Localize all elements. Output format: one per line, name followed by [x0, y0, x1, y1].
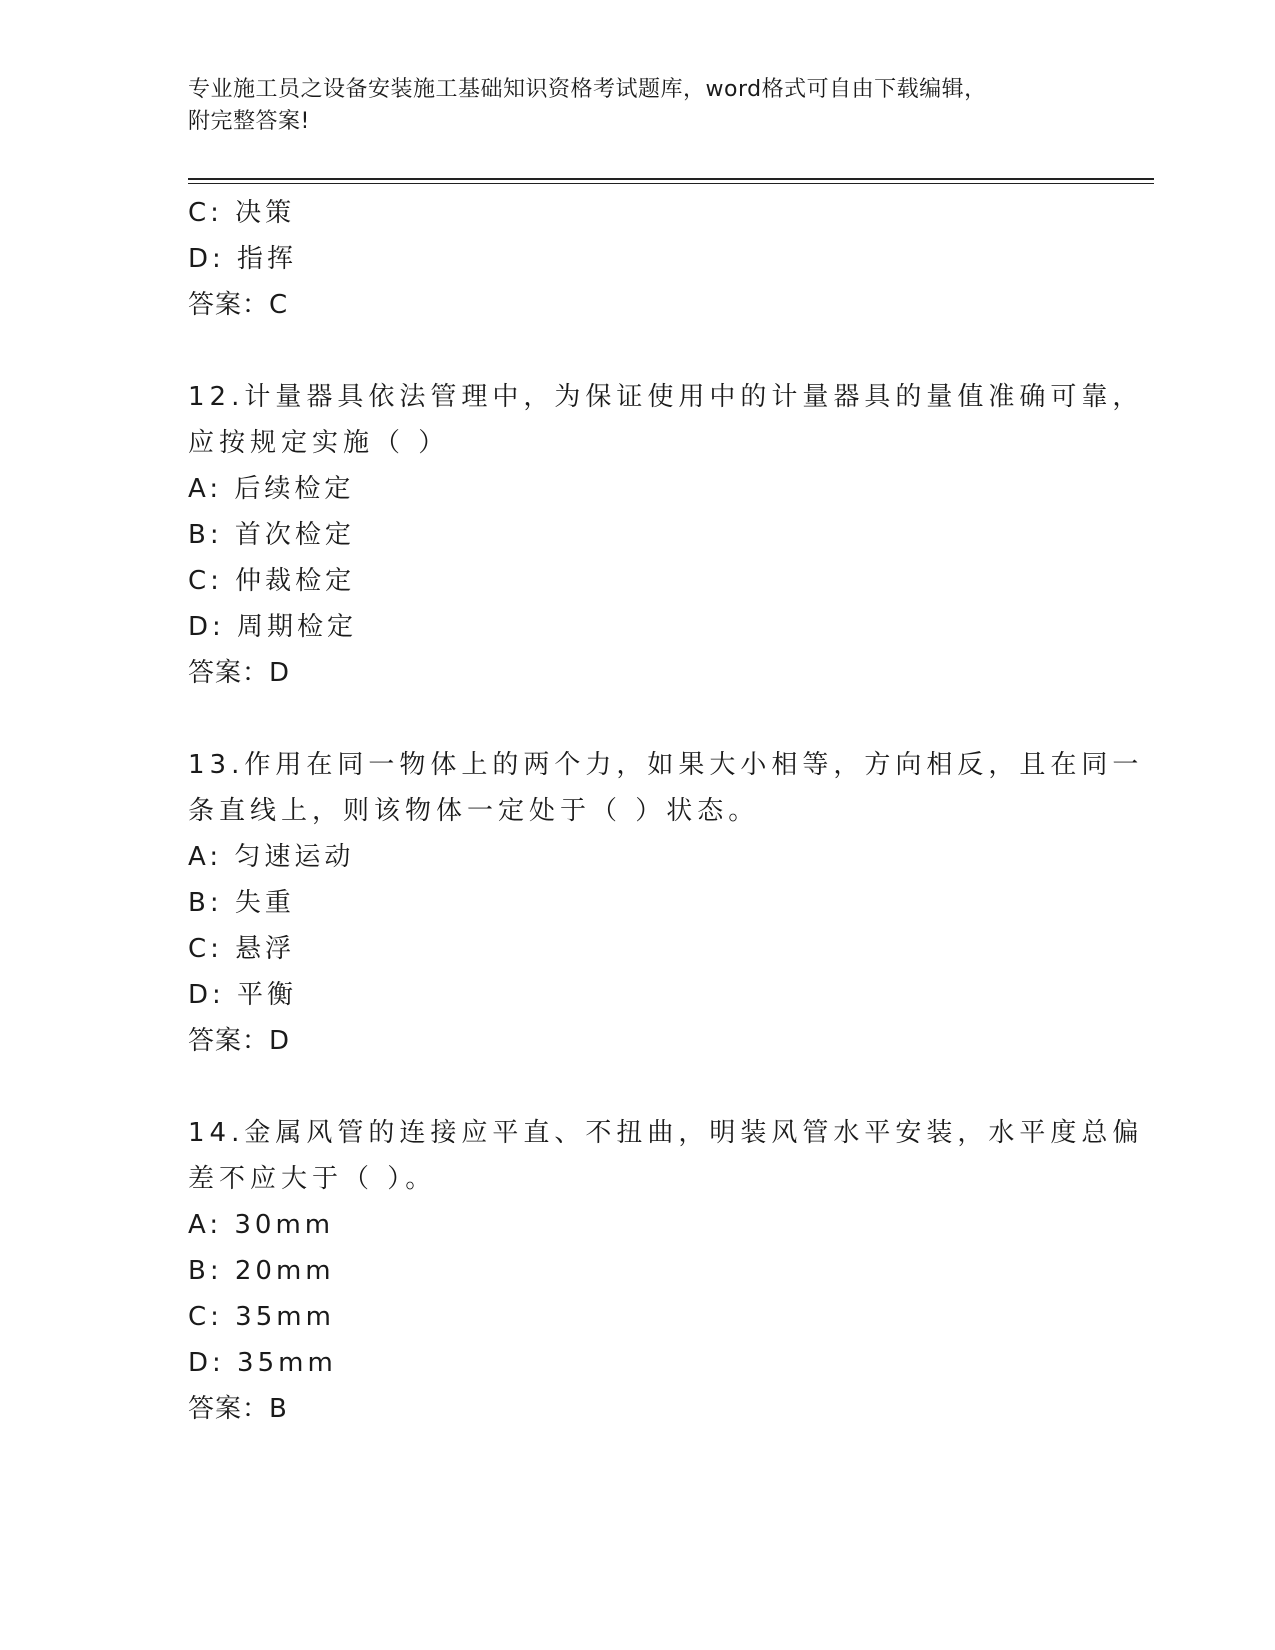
option-d: D: 35mm — [188, 1348, 337, 1378]
answer-line: 答案：B — [188, 1394, 288, 1424]
option-b: B: 20mm — [188, 1256, 335, 1286]
question-gap — [188, 696, 1088, 742]
question-stem-line-1: 14.金属风管的连接应平直、不扭曲，明装风管水平安装，水平度总偏 — [188, 1118, 1144, 1148]
header-line-2: 附完整答案! — [188, 109, 310, 134]
header-divider-thin — [188, 183, 1154, 184]
answer-line: 答案：D — [188, 1026, 291, 1056]
option-c: C: 悬浮 — [188, 934, 296, 964]
question-14 — [188, 1110, 1144, 1432]
question-stem-line-2: 应按规定实施（ ） — [188, 428, 450, 458]
option-a: A: 后续检定 — [188, 474, 355, 504]
question-stem-line-2: 条直线上，则该物体一定处于（ ）状态。 — [188, 796, 760, 826]
document-header — [188, 74, 1068, 138]
header-divider — [188, 178, 1154, 180]
question-stem-line-2: 差不应大于（ ）。 — [188, 1164, 437, 1194]
question-list — [188, 190, 1144, 1432]
question-12 — [188, 374, 1144, 696]
option-d: D: 指挥 — [188, 244, 298, 274]
option-a: A: 匀速运动 — [188, 842, 355, 872]
answer-line: 答案：C — [188, 290, 289, 320]
header-line-1: 专业施工员之设备安装施工基础知识资格考试题库，word格式可自由下载编辑， — [188, 77, 987, 102]
option-d: D: 平衡 — [188, 980, 298, 1010]
option-c: C: 35mm — [188, 1302, 335, 1332]
answer-line: 答案：D — [188, 658, 291, 688]
option-b: B: 首次检定 — [188, 520, 355, 550]
question-stem-line-1: 12.计量器具依法管理中，为保证使用中的计量器具的量值准确可靠， — [188, 382, 1144, 412]
question-13 — [188, 742, 1144, 1064]
question-stem-line-1: 13.作用在同一物体上的两个力，如果大小相等，方向相反，且在同一 — [188, 750, 1144, 780]
option-b: B: 失重 — [188, 888, 295, 918]
option-a: A: 30mm — [188, 1210, 335, 1240]
question-11-partial — [188, 190, 1088, 328]
option-c: C: 决策 — [188, 198, 296, 228]
option-c: C: 仲裁检定 — [188, 566, 356, 596]
question-gap — [188, 328, 1088, 374]
question-gap — [188, 1064, 1088, 1110]
option-d: D: 周期检定 — [188, 612, 358, 642]
